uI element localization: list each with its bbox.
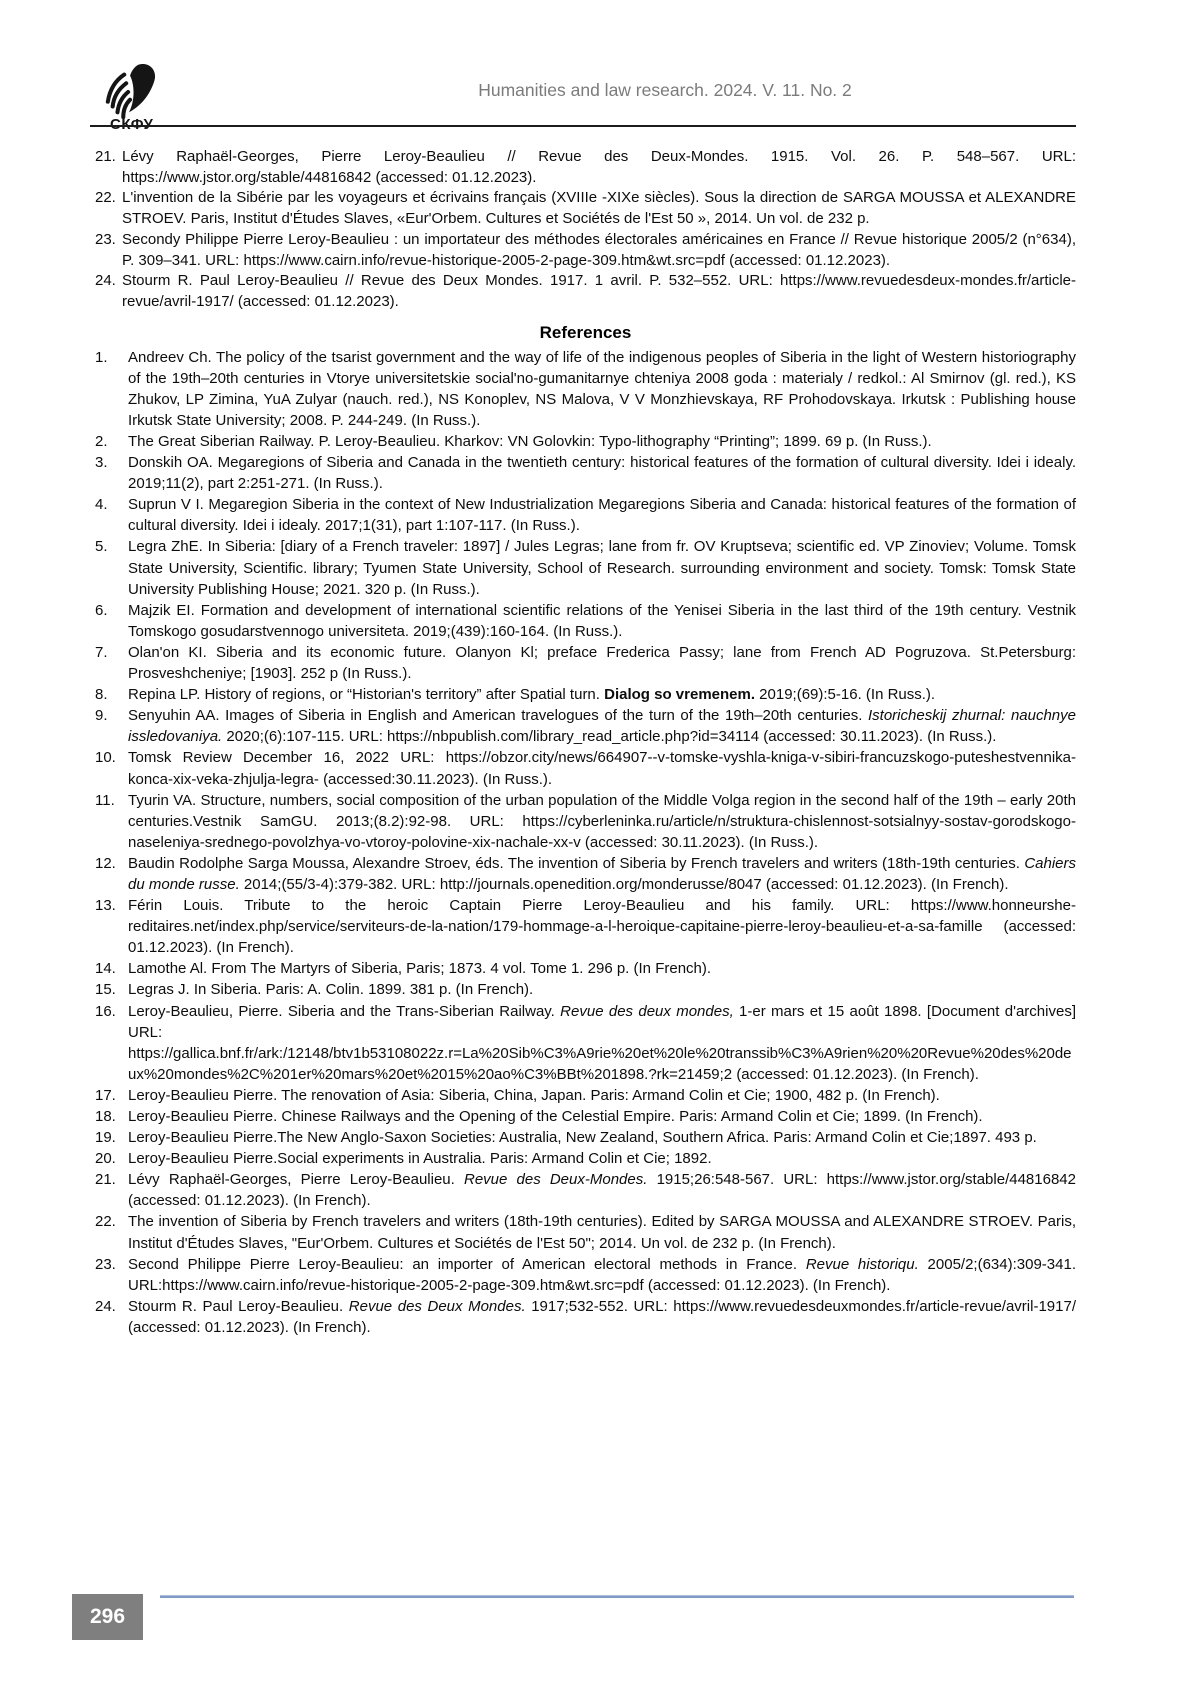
references-list: [95, 347, 1076, 1338]
reference-item: [95, 536, 1076, 599]
reference-item: [95, 642, 1076, 684]
reference-item: [95, 747, 1076, 789]
reference-number: 2.: [95, 433, 108, 450]
reference-item: [95, 230, 1076, 271]
header-divider: [90, 125, 1076, 127]
reference-item: [95, 979, 1076, 1000]
reference-number: 23.: [95, 230, 116, 248]
reference-number: 21.: [95, 148, 116, 165]
journal-title: Humanities and law research. 2024. V. 11. No. 2: [478, 80, 852, 100]
reference-number: 4.: [95, 496, 108, 514]
reference-number: 18.: [95, 1108, 116, 1125]
reference-item: [95, 895, 1076, 958]
reference-text: Leroy-Beaulieu Pierre.The New Anglo-Saxon Societies: Australia, New Zealand, Southern Africa. Paris: Armand Colin et Cie;1897. 493 p.: [128, 1129, 1037, 1147]
reference-text: Stourm R. Paul Leroy-Beaulieu // Revue des Deux Mondes. 1917. 1 avril. P. 532–552. URL: https://www.revuedesdeux-mondes.fr/article-revue/avril-1917/ (accessed: 01.12.2023).: [122, 272, 1076, 310]
reference-text: Férin Louis. Tribute to the heroic Captain Pierre Leroy-Beaulieu and his family. URL: https://www.honneurshe-reditaires.net/index.php/service/serviteurs-de-la-nation/179-hommage-a-l-heroique-capitaine-pierre-leroy-beaulieu-et-a-sa-famille (accessed: 01.12.2023). (In French).: [128, 897, 1076, 957]
reference-number: 23.: [95, 1255, 116, 1273]
reference-text: Lévy Raphaël-Georges, Pierre Leroy-Beaulieu. Revue des Deux-Mondes. 1915;26:548-567. URL: https://www.jstor.org/stable/44816842 (accessed: 01.12.2023). (In French).: [128, 1171, 1076, 1210]
reference-text: Leroy-Beaulieu Pierre. The renovation of Asia: Siberia, China, Japan. Paris: Armand Colin et Cie; 1900, 482 p. (In French).: [128, 1086, 940, 1104]
reference-text: Leroy-Beaulieu Pierre. Chinese Railways and the Opening of the Celestial Empire. Paris: Armand Colin et Cie; 1899. (In French).: [128, 1108, 983, 1125]
reference-item: [95, 147, 1076, 188]
reference-number: 24.: [95, 1297, 116, 1315]
reference-item: [95, 452, 1076, 494]
reference-text: Leroy-Beaulieu Pierre.Social experiments in Australia. Paris: Armand Colin et Cie; 1892.: [128, 1150, 712, 1168]
reference-item: [95, 790, 1076, 853]
reference-number: 11.: [95, 791, 115, 809]
reference-item: [95, 188, 1076, 229]
reference-text: Tyurin VA. Structure, numbers, social composition of the urban population of the Middle Volga region in the second half of the 19th – early 20th centuries.Vestnik SamGU. 2013;(8.2):92-98. URL: https://cyberleninka.ru/article/n/struktura-chislennost-sotsialnyy-sostav-gorodskogo-naseleniya-srednego-povolzhya-vo-vtoroy-polovine-xix-nachale-xx-v (accessed: 30.11.2023). (In Russ.).: [128, 791, 1076, 851]
reference-item: [95, 1254, 1076, 1296]
reference-text: Andreev Ch. The policy of the tsarist government and the way of life of the indigenous peoples of Siberia in the light of Western historiography of the 19th–20th centuries in Vtorye universitetskie social'no-gumanitarnye chteniya 2008 goda : materialy / redkol.: Al Smirnov (gl. red.), KS Zhukov, LP Zimina, YuA Zulyar (nauch. red.), NS Konoplev, NS Malova, V V Monzhievskaya, RF Prohodovskaya. Irkutsk : Publishing house Irkutsk State University; 2008. P. 244-249. (In Russ.).: [128, 348, 1076, 429]
reference-text: Suprun V I. Megaregion Siberia in the context of New Industrialization Megaregions Siberia and Canada: historical features of the formation of cultural diversity. Idei i idealy. 2017;1(31), part 1:107-117. (In Russ.).: [128, 496, 1076, 535]
reference-item: [95, 271, 1076, 312]
reference-item: [95, 600, 1076, 642]
reference-item: [95, 1106, 1076, 1127]
reference-text: Senyuhin AA. Images of Siberia in English and American travelogues of the turn of the 19th–20th centuries. Istoricheskij zhurnal: nauchnye issledovaniya. 2020;(6):107-115. URL: https://nbpublish.com/library_read_article.php?id=34114 (accessed: 30.11.2023). (In Russ.).: [128, 707, 1076, 746]
reference-text: Tomsk Review December 16, 2022 URL: https://obzor.city/news/664907--v-tomske-vyshla-kniga-v-sibiri-francuzskogo-puteshestvennika-konca-xix-veka-zhjulja-legra- (accessed:30.11.2023). (In Russ.).: [128, 749, 1076, 788]
reference-item: [95, 1127, 1076, 1148]
reference-text: Lamothe Al. From The Martyrs of Siberia, Paris; 1873. 4 vol. Tome 1. 296 p. (In French).: [128, 960, 712, 978]
reference-item: [95, 1001, 1076, 1085]
reference-item: [95, 958, 1076, 979]
reference-text: Repina LP. History of regions, or “Historian's territory” after Spatial turn. Dialog so vremenem. 2019;(69):5-16. (In Russ.).: [128, 686, 936, 704]
reference-number: 12.: [95, 854, 116, 872]
reference-text: The invention of Siberia by French travelers and writers (18th-19th centuries). Edited by SARGA MOUSSA and ALEXANDRE STROEV. Paris, Institut d'Études Slaves, "Eur'Orbem. Cultures et Sociétés de l'Est 50"; 2014. Un vol. de 232 p. (In French).: [128, 1213, 1076, 1252]
reference-number: 24.: [95, 272, 116, 290]
reference-number: 8.: [95, 686, 108, 704]
page-body: [95, 147, 1076, 1338]
reference-text: Legra ZhE. In Siberia: [diary of a French traveler: 1897] / Jules Legras; lane from fr. OV Kruptseva; scientific ed. VP Zinoviev; Volume. Tomsk State University, Scientific. library; Tyumen State University, School of Research. surrounding environment and society. Tomsk: Tomsk State University Publishing House; 2021. 320 p. (In Russ.).: [128, 538, 1076, 598]
reference-number: 17.: [95, 1086, 116, 1104]
reference-item: [95, 1211, 1076, 1253]
references-heading: References: [539, 322, 632, 342]
reference-number: 9.: [95, 707, 108, 725]
reference-text: Leroy-Beaulieu, Pierre. Siberia and the Trans-Siberian Railway. Revue des deux mondes, 1-er mars et 15 août 1898. [Document d'archives] URL: https://gallica.bnf.fr/ark:/12148/btv1b53108022z.r=La%20Sib%C3%A9rie%20et%20le%20transsib%C3%A9rien%20%20Revue%20des%20deux%20mondes%2C%201er%20mars%20et%2015%20ao%C3%BBt%201898.?rk=21459;2 (accessed: 01.12.2023). (In French).: [128, 1002, 1076, 1083]
reference-item: [95, 705, 1076, 747]
reference-text: Second Philippe Pierre Leroy-Beaulieu: an importer of American electoral methods in France. Revue historiqu. 2005/2;(634):309-341. URL:https://www.cairn.info/revue-historique-2005-2-page-309.htm&wt.src=pdf (accessed: 01.12.2023). (In French).: [128, 1255, 1076, 1294]
reference-number: 15.: [95, 981, 116, 999]
reference-number: 5.: [95, 538, 108, 556]
reference-text: Baudin Rodolphe Sarga Moussa, Alexandre Stroev, éds. The invention of Siberia by French travelers and writers (18th-19th centuries. Cahiers du monde russe. 2014;(55/3-4):379-382. URL: http://journals.openedition.org/monderusse/8047 (accessed: 01.12.2023). (In French).: [128, 854, 1076, 893]
reference-item: [95, 1296, 1076, 1338]
reference-number: 10.: [95, 749, 116, 767]
reference-text: Stourm R. Paul Leroy-Beaulieu. Revue des Deux Mondes. 1917;532-552. URL: https://www.revuedesdeuxmondes.fr/article-revue/avril-1917/ (accessed: 01.12.2023). (In French).: [128, 1297, 1076, 1336]
reference-number: 20.: [95, 1150, 116, 1168]
reference-item: [95, 347, 1076, 431]
bibliography-list: [95, 147, 1076, 313]
reference-number: 1.: [95, 348, 108, 366]
reference-number: 22.: [95, 189, 116, 207]
reference-number: 21.: [95, 1171, 116, 1189]
reference-number: 19.: [95, 1129, 116, 1147]
reference-text: Olan'on KI. Siberia and its economic future. Olanyon Kl; preface Frederica Passy; lane from French AD Pogruzova. St.Petersburg: Prosveshcheniye; [1903]. 252 p (In Russ.).: [128, 643, 1076, 683]
reference-text: L'invention de la Sibérie par les voyageurs et écrivains français (XVIIIe -XIXe siècles). Sous la direction de SARGA MOUSSA et ALEXANDRE STROEV. Paris, Institut d'Études Slaves, «Eur'Orbem. Cultures et Sociétés de l'Est 50 », 2014. Un vol. de 232 p.: [122, 189, 1076, 228]
reference-number: 7.: [95, 643, 108, 661]
reference-text: Secondy Philippe Pierre Leroy-Beaulieu : un importateur des méthodes électorales américaines en France // Revue historique 2005/2 (n°634), P. 309–341. URL: https://www.cairn.info/revue-historique-2005-2-page-309.htm&wt.src=pdf (accessed: 01.12.2023).: [122, 230, 1076, 269]
footer-divider: [160, 1595, 1074, 1598]
reference-text: Donskih OA. Megaregions of Siberia and Canada in the twentieth century: historical features of the formation of cultural diversity. Idei i idealy. 2019;11(2), part 2:251-271. (In Russ.).: [128, 454, 1076, 493]
reference-number: 14.: [95, 960, 116, 978]
reference-item: [95, 494, 1076, 536]
reference-item: [95, 1085, 1076, 1106]
reference-number: 16.: [95, 1002, 116, 1020]
reference-item: [95, 684, 1076, 705]
page-number-badge: [72, 1594, 143, 1640]
page-number: 296: [89, 1605, 126, 1628]
reference-item: [95, 853, 1076, 895]
reference-item: [95, 1169, 1076, 1211]
reference-number: 3.: [95, 454, 108, 472]
reference-text: Legras J. In Siberia. Paris: A. Colin. 1899. 381 p. (In French).: [128, 981, 534, 999]
reference-number: 22.: [95, 1213, 116, 1231]
reference-item: [95, 1148, 1076, 1169]
reference-text: The Great Siberian Railway. P. Leroy-Beaulieu. Kharkov: VN Golovkin: Typo-lithography “Printing”; 1899. 69 p. (In Russ.).: [128, 433, 932, 450]
reference-text: Majzik EI. Formation and development of international scientific relations of the Yenisei Siberia in the last third of the 19th century. Vestnik Tomskogo gosudarstvennogo universiteta. 2019;(439):160-164. (In Russ.).: [128, 601, 1076, 640]
reference-number: 13.: [95, 897, 116, 915]
reference-text: Lévy Raphaël-Georges, Pierre Leroy-Beaulieu // Revue des Deux-Mondes. 1915. Vol. 26. P. 548–567. URL: https://www.jstor.org/stable/44816842 (accessed: 01.12.2023).: [122, 148, 1076, 186]
reference-number: 6.: [95, 601, 108, 619]
university-logo-text: СКФУ: [110, 116, 154, 133]
reference-item: [95, 431, 1076, 452]
